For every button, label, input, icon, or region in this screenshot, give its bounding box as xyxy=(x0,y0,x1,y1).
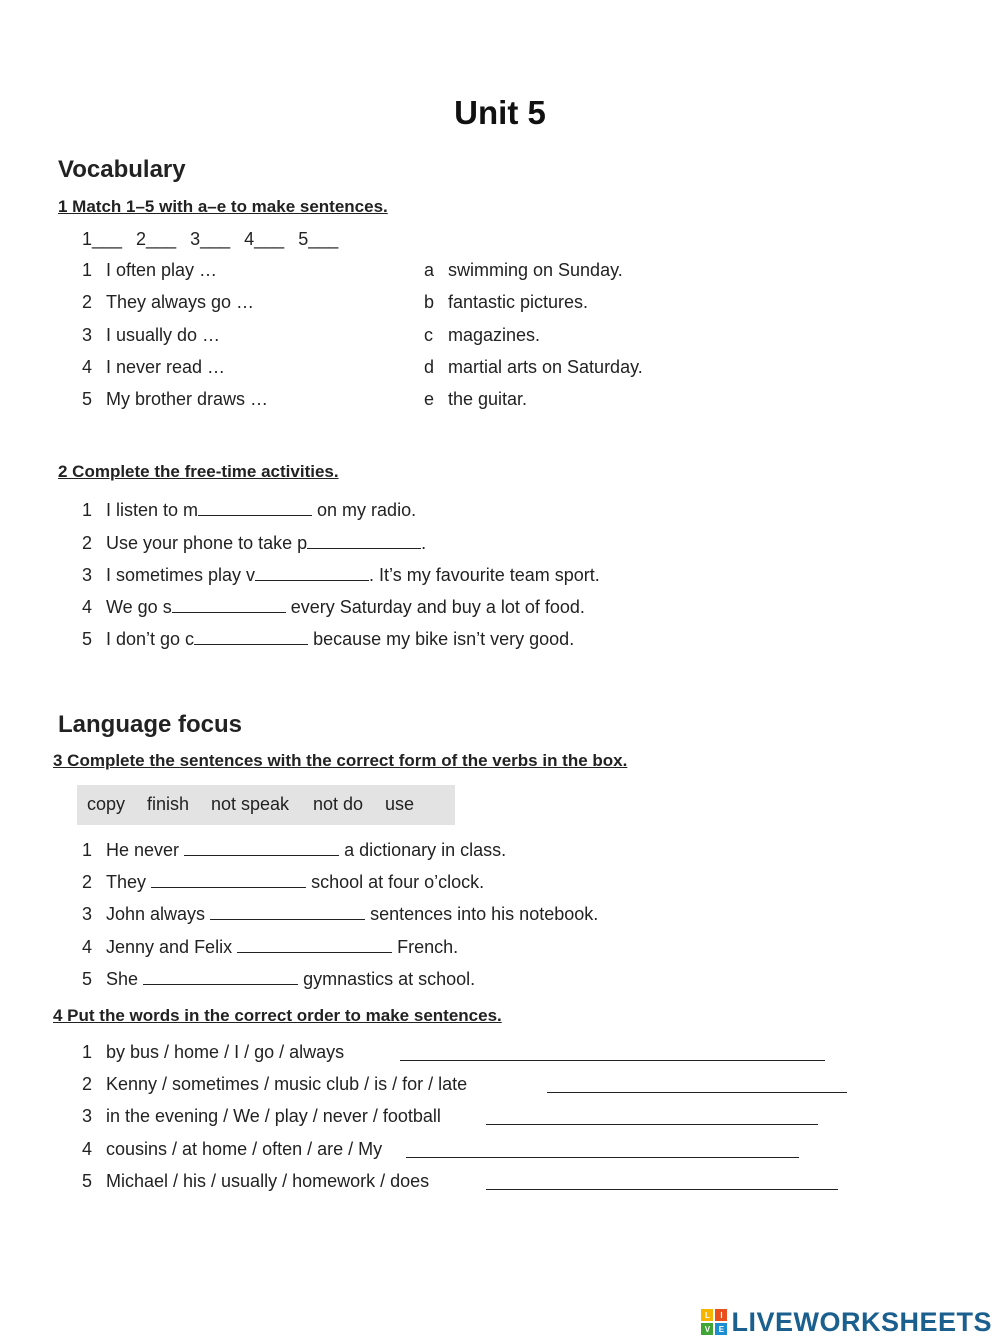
exercise-4-instruction: 4 Put the words in the correct order to make sentences. xyxy=(53,1006,502,1025)
match-left-item: 3 I usually do … xyxy=(82,325,221,345)
box-word: use xyxy=(385,794,415,814)
match-right-item: e the guitar. xyxy=(424,389,528,409)
answer-blank[interactable] xyxy=(255,562,369,581)
fill-item: 2 Use your phone to take p . xyxy=(82,530,426,554)
answer-line[interactable] xyxy=(486,1171,838,1190)
fill-item: 5 I don’t go c because my bike isn’t very good. xyxy=(82,626,574,650)
match-left-item: 4 I never read … xyxy=(82,357,226,377)
answer-blank[interactable] xyxy=(151,869,306,888)
logo-square: I xyxy=(715,1309,727,1321)
answer-line[interactable] xyxy=(406,1139,799,1158)
box-word: not do xyxy=(313,794,364,814)
match-left-item: 1 I often play … xyxy=(82,260,218,280)
match-right-item: b fantastic pictures. xyxy=(424,292,589,312)
match-right-item: d martial arts on Saturday. xyxy=(424,357,643,377)
answer-blank[interactable] xyxy=(210,901,365,920)
match-right-item: a swimming on Sunday. xyxy=(424,260,623,280)
fill-item: 3 John always sentences into his notebook. xyxy=(82,901,598,925)
answer-line[interactable] xyxy=(400,1042,825,1061)
language-focus-heading: Language focus xyxy=(58,711,243,738)
order-item: 3 in the evening / We / play / never / football xyxy=(82,1106,441,1126)
answer-slot[interactable]: 1___ xyxy=(82,229,123,249)
logo-square: V xyxy=(701,1323,713,1335)
order-item: 1 by bus / home / I / go / always xyxy=(82,1042,345,1062)
answer-blank[interactable] xyxy=(307,530,421,549)
answer-row xyxy=(82,229,338,250)
answer-slot[interactable]: 5___ xyxy=(298,229,339,249)
answer-blank[interactable] xyxy=(143,966,298,985)
vocabulary-heading: Vocabulary xyxy=(58,156,186,183)
order-item: 4 cousins / at home / often / are / My xyxy=(82,1139,383,1159)
answer-slot[interactable]: 2___ xyxy=(136,229,177,249)
answer-blank[interactable] xyxy=(184,837,339,856)
box-word: copy xyxy=(87,794,126,814)
fill-item: 3 I sometimes play v . It’s my favourite team sport. xyxy=(82,562,600,586)
answer-blank[interactable] xyxy=(172,594,286,613)
fill-item: 4 Jenny and Felix French. xyxy=(82,934,458,958)
fill-item: 4 We go s every Saturday and buy a lot of food. xyxy=(82,594,585,618)
exercise-1-instruction: 1 Match 1–5 with a–e to make sentences. xyxy=(58,197,388,216)
fill-item: 1 He never a dictionary in class. xyxy=(82,837,506,861)
answer-line[interactable] xyxy=(486,1106,818,1125)
liveworksheets-logo[interactable] xyxy=(701,1306,992,1338)
answer-blank[interactable] xyxy=(194,626,308,645)
logo-square: L xyxy=(701,1309,713,1321)
order-item: 5 Michael / his / usually / homework / does xyxy=(82,1171,430,1191)
match-right-item: c magazines. xyxy=(424,325,541,345)
word-box xyxy=(77,785,455,825)
order-item: 2 Kenny / sometimes / music club / is / for / late xyxy=(82,1074,468,1094)
box-word: finish xyxy=(147,794,190,814)
match-left-item: 5 My brother draws … xyxy=(82,389,269,409)
box-word: not speak xyxy=(211,794,290,814)
fill-item: 2 They school at four o’clock. xyxy=(82,869,484,893)
exercise-2-instruction: 2 Complete the free-time activities. xyxy=(58,462,339,481)
answer-blank[interactable] xyxy=(198,497,312,516)
page-title: Unit 5 xyxy=(454,94,546,131)
fill-item: 1 I listen to m on my radio. xyxy=(82,497,416,521)
answer-blank[interactable] xyxy=(237,934,392,953)
logo-squares-icon xyxy=(701,1309,727,1335)
answer-line[interactable] xyxy=(547,1074,847,1093)
answer-slot[interactable]: 3___ xyxy=(190,229,231,249)
fill-item: 5 She gymnastics at school. xyxy=(82,966,475,990)
logo-square: E xyxy=(715,1323,727,1335)
answer-slot[interactable]: 4___ xyxy=(244,229,285,249)
exercise-3-instruction: 3 Complete the sentences with the correct form of the verbs in the box. xyxy=(53,751,628,770)
logo-text: LIVEWORKSHEETS xyxy=(731,1306,992,1337)
match-left-item: 2 They always go … xyxy=(82,292,255,312)
